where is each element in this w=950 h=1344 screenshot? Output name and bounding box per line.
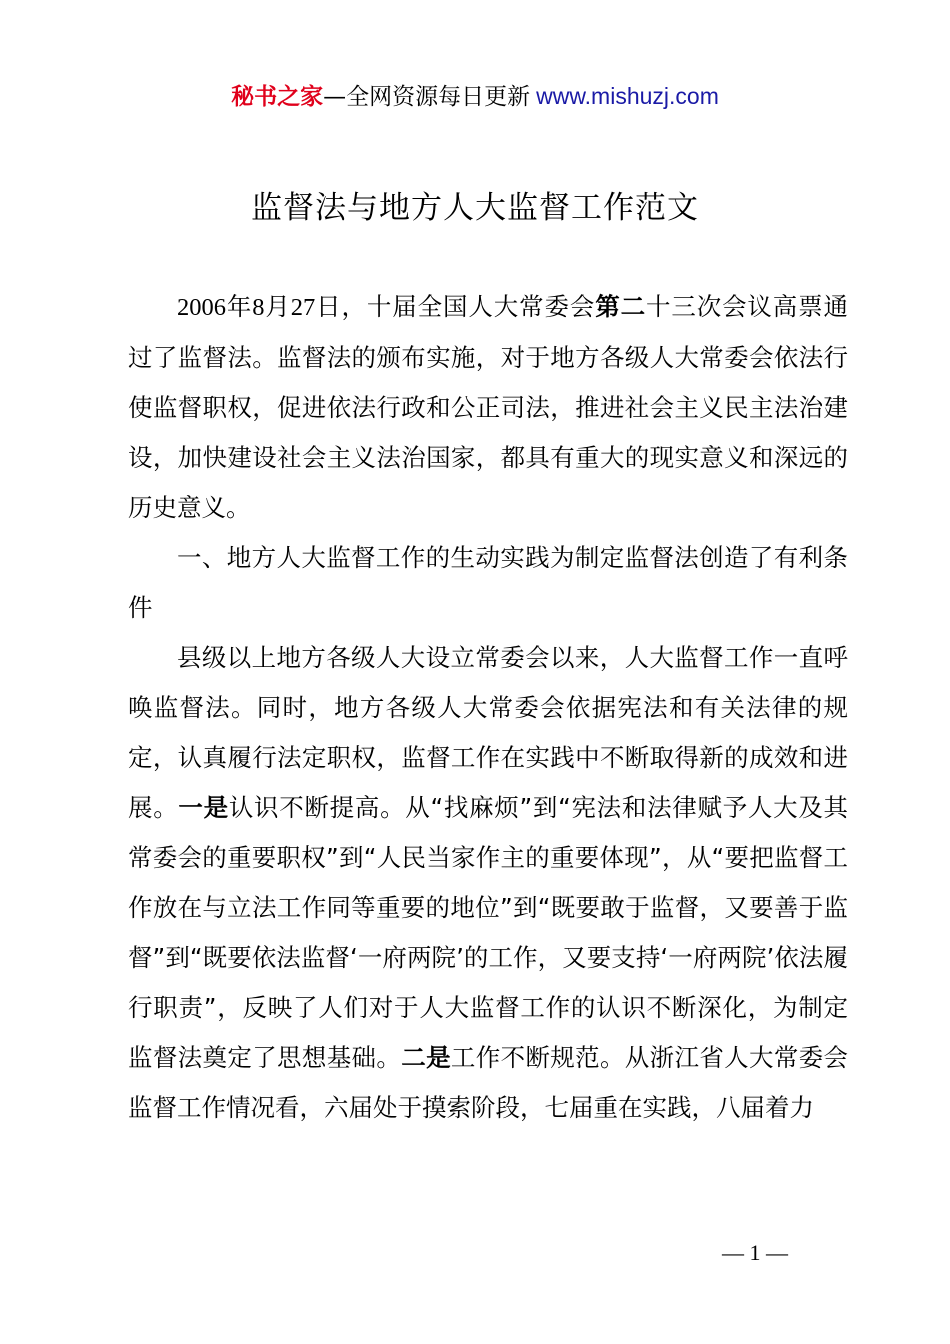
text-segment: 年	[226, 292, 253, 321]
bold-text: 第二	[595, 292, 646, 321]
bold-text: 一是	[178, 793, 229, 822]
paragraph-intro	[128, 282, 848, 533]
paragraph-section-one	[128, 633, 848, 1133]
site-tagline: —全网资源每日更新	[323, 84, 531, 110]
date-day: 27	[290, 294, 316, 321]
site-header	[0, 80, 950, 113]
date-month: 8	[252, 294, 265, 321]
document-body	[128, 282, 848, 1133]
page-number: — 1 —	[722, 1240, 788, 1265]
text-segment: 认识不断提高。从“找麻烦”到“宪法和法律赋予人大及其常委会的重要职权”到“人民当家作主的重要体现”，从“要把监督工作放在与立法工作同等重要的地位”到“既要敢于监督，又要善于监督”到“既要依法监督‘一府两院’的工作，又要支持‘一府两院’依法履行职责”，反映了人们对于人大监督工作的认识不断深化，为制定监督法奠定了思想基础。	[128, 793, 849, 1072]
text-segment: 日，十届全国人大常委会	[315, 292, 596, 321]
text-segment: 十三次会议高票通过了监督法。监督法的颁布实施，对于地方各级人大常委会依法行使监督职权，促进依法行政和公正司法，推进社会主义民主法治建设，加快建设社会主义法治国家，都具有重大的现实意义和深远的历史意义。	[128, 292, 849, 522]
text-segment: 县级以上地方各级人大设立常委会以来，人大监督工作一直呼唤监督法。同时，地方各级人大常委会依据宪法和有关法律的规定，认真履行法定职权，监督工作在实践中不断取得新的成效和进展。	[128, 643, 848, 822]
text-segment: 月	[264, 292, 291, 321]
section-heading: 一、地方人大监督工作的生动实践为制定监督法创造了有利条件	[128, 543, 848, 622]
bold-text: 二是	[401, 1043, 451, 1072]
date-year: 2006	[177, 294, 226, 321]
site-brand: 秘书之家	[231, 84, 324, 110]
document-title: 监督法与地方人大监督工作范文	[251, 190, 699, 226]
site-url-link[interactable]: www.mishuzj.com	[536, 83, 719, 109]
text-segment: 工作不断规范。从浙江省人大常委会监督工作情况看，六届处于摸索阶段，七届重在实践，八届着力	[128, 1043, 849, 1122]
